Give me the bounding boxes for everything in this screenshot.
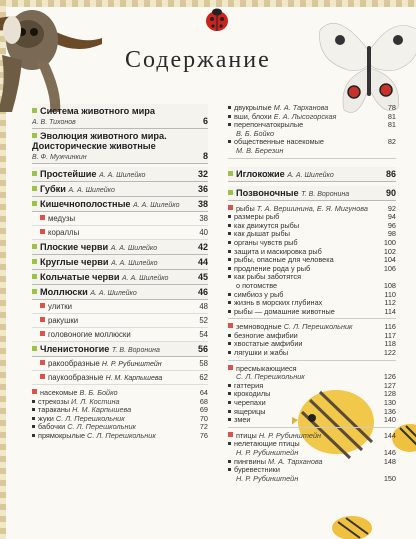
toc-line-title: перепончатокрылые xyxy=(234,120,304,130)
toc-line-page: 69 xyxy=(199,405,208,415)
toc-line-title: ящерицы xyxy=(234,406,266,416)
toc-line-author: Н. Р. Рубинштейн xyxy=(258,430,322,440)
toc-line-title: как дышат рыбы xyxy=(234,229,290,239)
toc-line-title: рыбы xyxy=(236,203,255,213)
toc-line-page: 118 xyxy=(384,339,396,349)
toc-line-page: 76 xyxy=(199,430,208,440)
toc-line-page: 68 xyxy=(199,396,208,406)
green-marker-icon xyxy=(32,201,37,206)
ladybug-illustration xyxy=(203,6,231,32)
toc-entry-protozoa[interactable]: Простейшие А. А. Шилейко 32 xyxy=(32,167,208,182)
toc-entry-cnidarians[interactable]: Кишечнополостные А. А. Шилейко 38 xyxy=(32,197,208,212)
toc-line-title: тараканы xyxy=(38,405,71,415)
toc-line-page: 102 xyxy=(383,246,396,256)
toc-line-page: 78 xyxy=(387,103,396,112)
bullet-icon xyxy=(228,140,231,143)
bullet-icon xyxy=(228,401,231,404)
red-marker-icon xyxy=(228,323,233,328)
green-marker-icon xyxy=(32,289,37,294)
toc-sub-jellyfish[interactable]: медузы 38 xyxy=(32,212,208,226)
toc-sub-arachnids[interactable]: паукообразные Н. М. Карпышева 62 xyxy=(32,371,208,385)
bullet-icon xyxy=(228,351,231,354)
toc-line-title: рыбы, опасные для человека xyxy=(234,255,334,265)
toc-sub-shells[interactable]: ракушки 52 xyxy=(32,314,208,328)
toc-line-page: 94 xyxy=(387,212,396,222)
bullet-icon xyxy=(228,115,231,118)
toc-line-title: пингвины xyxy=(234,456,266,466)
toc-line-author: Н. М. Карпышева xyxy=(72,405,132,415)
toc-line-item[interactable] xyxy=(228,416,396,425)
toc-left-column xyxy=(32,104,208,441)
toc-line-title: крокодилы xyxy=(234,389,271,399)
bullet-icon xyxy=(228,442,231,445)
toc-line-title: змеи xyxy=(234,415,251,425)
toc-line-page: 72 xyxy=(199,422,208,432)
toc-right-column xyxy=(228,104,396,483)
toc-line-title: общественные насекомые xyxy=(234,137,324,147)
toc-sub-cephalopods[interactable]: головоногие моллюски 54 xyxy=(32,328,208,342)
toc-line-title: гаттерия xyxy=(234,380,264,390)
toc-line-author: М. В. Березин xyxy=(236,145,284,155)
toc-line-title: стрекозы xyxy=(38,396,69,406)
red-marker-icon xyxy=(40,303,45,308)
red-marker-icon xyxy=(40,360,45,365)
toc-line-page: 150 xyxy=(383,473,396,483)
bullet-icon xyxy=(228,123,231,126)
bullet-icon xyxy=(228,267,231,270)
toc-entry-roundworms[interactable]: Круглые черви А. А. Шилейко 44 xyxy=(32,255,208,270)
bullet-icon xyxy=(228,215,231,218)
bullet-icon xyxy=(228,310,231,313)
toc-line-title: продление рода у рыб xyxy=(234,263,311,273)
toc-line-item[interactable] xyxy=(228,408,396,417)
toc-line-title: насекомые xyxy=(40,388,78,397)
toc-entry-annelids[interactable]: Кольчатые черви А. А. Шилейко 45 xyxy=(32,270,208,285)
toc-line-page: 106 xyxy=(383,263,396,273)
bullet-icon xyxy=(228,384,231,387)
green-marker-icon xyxy=(228,190,233,195)
toc-entry-arthropods[interactable]: Членистоногие Т. В. Воронина 56 xyxy=(32,342,208,357)
toc-line-page: 64 xyxy=(199,388,208,397)
toc-line-title: двукрылые xyxy=(234,103,272,112)
toc-group-insects-cont xyxy=(228,104,396,159)
toc-line-page: 130 xyxy=(383,398,396,408)
toc-line-page: 128 xyxy=(383,389,396,399)
toc-group-fish xyxy=(228,205,396,320)
toc-line-page: 146 xyxy=(383,448,396,457)
bullet-icon xyxy=(32,408,35,411)
toc-line-page: 144 xyxy=(383,430,396,440)
marmoset-illustration xyxy=(0,0,102,112)
toc-line-page: 81 xyxy=(387,111,396,121)
bullet-icon xyxy=(228,106,231,109)
green-marker-icon xyxy=(32,259,37,264)
toc-line-page: 117 xyxy=(384,330,396,340)
toc-line-title: о потомстве xyxy=(236,280,278,290)
toc-line-author: В. Б. Бойко xyxy=(79,388,118,397)
toc-line-item[interactable] xyxy=(32,432,208,441)
toc-line-title: как движутся рыбы xyxy=(234,220,300,230)
toc-line-title: пресмыкающиеся xyxy=(236,363,297,373)
toc-line-item[interactable] xyxy=(228,475,396,484)
toc-line-title: нелетающие птицы xyxy=(234,439,300,449)
toc-line-title: лягушки и жабы xyxy=(234,348,289,358)
toc-line-page: 127 xyxy=(383,380,396,390)
toc-line-item[interactable] xyxy=(228,308,396,317)
toc-sub-snails[interactable]: улитки 48 xyxy=(32,300,208,314)
bullet-icon xyxy=(32,400,35,403)
bullet-icon xyxy=(228,275,231,278)
toc-group-birds xyxy=(228,432,396,484)
toc-line-author: С. Л. Перешкольник xyxy=(67,422,136,432)
toc-entry-vertebrates[interactable]: Позвоночные Т. В. Воронина 90 xyxy=(228,186,396,201)
toc-line-page: 92 xyxy=(387,203,396,213)
page-title: Содержание xyxy=(125,47,271,73)
green-marker-icon xyxy=(32,346,37,351)
toc-line-item[interactable] xyxy=(228,147,396,156)
toc-line-title: рыбы — домашние животные xyxy=(234,306,335,316)
toc-line-title: безногие амфибии xyxy=(234,330,298,340)
toc-line-title: жуки xyxy=(38,413,54,423)
toc-entry-system[interactable]: Система животного мира А. В. Тихонов 6 xyxy=(32,104,208,129)
green-marker-icon xyxy=(32,186,37,191)
bullet-icon xyxy=(228,293,231,296)
bullet-icon xyxy=(32,434,35,437)
green-marker-icon xyxy=(32,244,37,249)
toc-entry-flatworms[interactable]: Плоские черви А. А. Шилейко 42 xyxy=(32,240,208,255)
toc-line-page: 104 xyxy=(383,255,396,265)
toc-line-author: В. Б. Бойко xyxy=(236,128,275,138)
toc-line-page: 148 xyxy=(383,456,396,466)
toc-entry-echinoderms[interactable]: Иглокожие А. А. Шилейко 86 xyxy=(228,167,396,182)
toc-line-title: жизнь в морских глубинах xyxy=(234,298,323,308)
toc-line-item[interactable] xyxy=(228,349,396,358)
bottom-fish-illustration xyxy=(330,510,374,539)
toc-group-reptiles xyxy=(228,365,396,428)
toc-line-page: 108 xyxy=(383,280,396,290)
green-marker-icon xyxy=(32,171,37,176)
toc-line-title: размеры рыб xyxy=(234,212,280,222)
bullet-icon xyxy=(228,258,231,261)
red-marker-icon xyxy=(228,205,233,210)
toc-line-title: защита и маскировка рыб xyxy=(234,246,322,256)
bullet-icon xyxy=(32,425,35,428)
toc-line-page: 98 xyxy=(387,229,396,239)
toc-line-author: Н. Р. Рубинштейн xyxy=(236,448,299,457)
toc-line-author: М. А. Тарханова xyxy=(267,456,323,466)
toc-line-title: как рыбы заботятся xyxy=(234,272,302,282)
toc-line-page: 100 xyxy=(383,237,396,247)
bullet-icon xyxy=(32,417,35,420)
green-marker-icon xyxy=(228,171,233,176)
toc-line-title: хвостатые амфибии xyxy=(234,339,303,349)
red-marker-icon xyxy=(228,365,233,370)
bullet-icon xyxy=(228,468,231,471)
toc-entry-molluscs[interactable]: Моллюски А. А. Шилейко 46 xyxy=(32,285,208,300)
toc-line-title: земноводные xyxy=(236,322,282,332)
red-marker-icon xyxy=(32,389,37,394)
toc-line-title: птицы xyxy=(236,430,257,440)
toc-line-page: 96 xyxy=(387,220,396,230)
toc-sub-corals[interactable]: кораллы 40 xyxy=(32,226,208,240)
toc-sub-crustaceans[interactable]: ракообразные Н. Р. Рубинштейн 58 xyxy=(32,357,208,371)
toc-line-title: вши, блохи xyxy=(234,111,272,121)
bullet-icon xyxy=(228,232,231,235)
bullet-icon xyxy=(228,342,231,345)
toc-group-amphibians xyxy=(228,323,396,360)
bullet-icon xyxy=(228,301,231,304)
toc-line-page: 140 xyxy=(383,415,396,425)
toc-line-page: 122 xyxy=(383,348,396,358)
toc-line-author: С. Л. Перешкольник xyxy=(283,322,353,332)
red-marker-icon xyxy=(40,331,45,336)
red-marker-icon xyxy=(40,374,45,379)
toc-line-title: прямокрылые xyxy=(38,430,86,440)
toc-line-author: И. Л. Костина xyxy=(70,396,120,406)
bullet-icon xyxy=(228,250,231,253)
toc-line-author: С. Л. Перешкольник xyxy=(55,413,125,423)
bullet-icon xyxy=(228,410,231,413)
toc-line-page: 112 xyxy=(384,298,396,308)
green-marker-icon xyxy=(32,108,37,113)
toc-entry-sponges[interactable]: Губки А. А. Шилейко 36 xyxy=(32,182,208,197)
toc-line-page: 81 xyxy=(387,120,396,130)
red-marker-icon xyxy=(228,432,233,437)
toc-line-author: Н. Р. Рубинштейн xyxy=(236,473,299,483)
toc-line-author: С. Л. Перешкольник xyxy=(87,430,156,440)
bullet-icon xyxy=(228,392,231,395)
toc-line-title: черепахи xyxy=(234,398,266,408)
green-marker-icon xyxy=(32,274,37,279)
toc-line-page: 82 xyxy=(387,137,396,147)
toc-line-author: С. Л. Перешкольник xyxy=(236,372,305,382)
toc-line-author: Т. А. Вершинина, Е. Я. Мигунова xyxy=(256,203,368,213)
red-marker-icon xyxy=(40,229,45,234)
toc-line-title: симбиоз у рыб xyxy=(234,289,284,299)
toc-line-title: органы чувств рыб xyxy=(234,237,298,247)
bullet-icon xyxy=(228,418,231,421)
bullet-icon xyxy=(228,241,231,244)
red-marker-icon xyxy=(40,317,45,322)
toc-line-page: 136 xyxy=(383,406,396,416)
bullet-icon xyxy=(228,460,231,463)
toc-line-page: 110 xyxy=(384,289,396,299)
toc-line-title: буревестники xyxy=(234,465,280,475)
toc-group-insects xyxy=(32,389,208,441)
toc-line-page: 114 xyxy=(384,306,396,316)
toc-entry-evolution[interactable]: Эволюция животного мира. Доисторические животные В. Ф. Мужчинкин 8 xyxy=(32,129,208,164)
toc-line-author: Е. А. Лысогорская xyxy=(273,111,337,121)
bullet-icon xyxy=(228,334,231,337)
green-marker-icon xyxy=(32,133,37,138)
toc-line-page: 116 xyxy=(384,322,396,332)
toc-line-author: М. А. Тарханова xyxy=(273,103,329,112)
toc-line-page: 126 xyxy=(383,372,396,382)
bullet-icon xyxy=(228,224,231,227)
toc-line-title: бабочки xyxy=(38,422,66,432)
toc-line-page: 70 xyxy=(199,413,208,423)
red-marker-icon xyxy=(40,215,45,220)
